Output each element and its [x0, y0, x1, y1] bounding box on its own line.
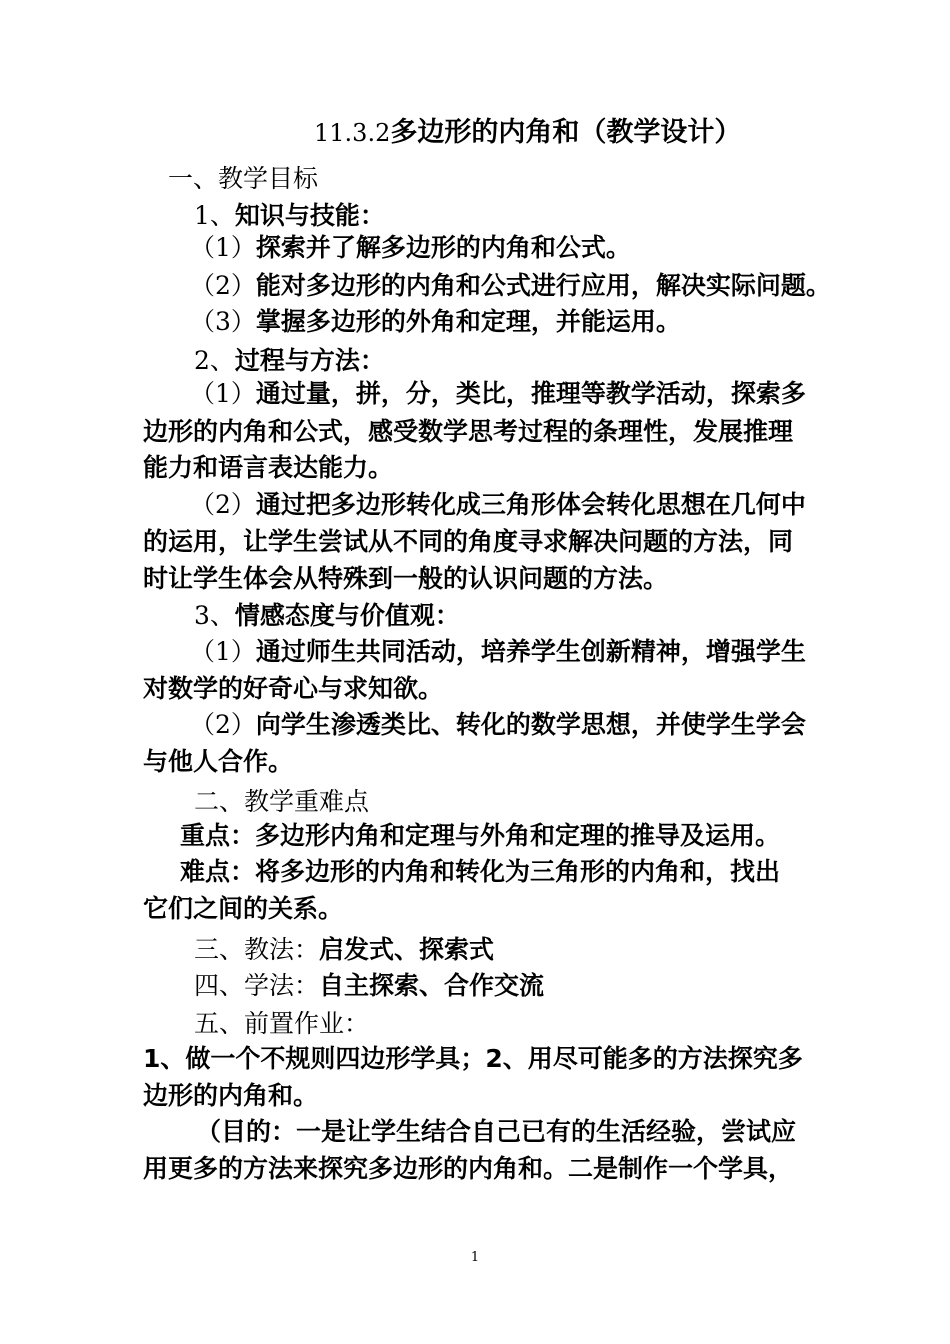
para-text: 通过量，拼，分，类比，推理等教学活动，探索多 [255, 379, 806, 408]
section-text: 启发式、探索式 [319, 935, 495, 964]
item-number: （2） [190, 271, 256, 300]
process-para-1-line-1 [190, 378, 806, 410]
subsection-process [194, 345, 385, 377]
para-text: 通过把多边形转化成三角形体会转化思想在几何中 [255, 490, 806, 519]
item-number: （1） [190, 379, 256, 408]
section-teaching-method [194, 934, 494, 966]
knowledge-item-2 [190, 270, 831, 302]
item-number: （3） [190, 307, 256, 336]
subsection-knowledge [194, 200, 385, 232]
attitude-para-2-line-2: 与他人合作。 [143, 747, 294, 776]
process-para-2-line-1 [190, 489, 806, 521]
subsection-label: 1、 [194, 201, 235, 230]
item-number: （1） [190, 233, 256, 262]
page-title [314, 116, 741, 150]
item-number: （2） [190, 490, 256, 519]
attitude-para-1-line-1 [190, 636, 806, 668]
process-para-1-line-2: 边形的内角和公式，感受数学思考过程的条理性，发展推理 [143, 417, 794, 446]
key-point: 重点：多边形内角和定理与外角和定理的推导及运用。 [180, 821, 781, 850]
process-para-2-line-3: 时让学生体会从特殊到一般的认识问题的方法。 [143, 564, 669, 593]
title-number: 11.3.2 [314, 119, 391, 147]
section-label: 三、教法： [194, 935, 320, 964]
para-text: 通过师生共同活动，培养学生创新精神，增强学生 [255, 637, 806, 666]
section-text: 自主探索、合作交流 [319, 971, 545, 1000]
subsection-label: 3、 [194, 601, 235, 630]
process-para-2-line-2: 的运用，让学生尝试从不同的角度寻求解决问题的方法，同 [143, 527, 794, 556]
difficulty-line-2: 它们之间的关系。 [143, 894, 344, 923]
attitude-para-2-line-1 [190, 709, 806, 741]
subsection-attitude [194, 600, 460, 632]
section-heading-homework: 五、前置作业： [194, 1009, 370, 1038]
attitude-para-1-line-2: 对数学的好奇心与求知欲。 [143, 674, 444, 703]
section-label: 四、学法： [194, 971, 320, 1000]
homework-line-2: 边形的内角和。 [143, 1081, 319, 1110]
homework-line-1: 1、做一个不规则四边形学具；2、用尽可能多的方法探究多 [143, 1044, 803, 1073]
subsection-text: 情感态度与价值观： [234, 601, 460, 630]
para-text: 向学生渗透类比、转化的数学思想，并使学生学会 [255, 710, 806, 739]
page-number: 1 [470, 1250, 480, 1265]
knowledge-item-3 [190, 306, 681, 338]
section-heading-key-points: 二、教学重难点 [194, 787, 370, 816]
item-text: 探索并了解多边形的内角和公式。 [255, 233, 631, 262]
subsection-text: 过程与方法： [234, 346, 385, 375]
knowledge-item-1 [190, 232, 631, 264]
section-learning-method [194, 970, 544, 1002]
section-heading-objectives: 一、教学目标 [168, 164, 319, 193]
item-number: （2） [190, 710, 256, 739]
difficulty-line-1: 难点：将多边形的内角和转化为三角形的内角和，找出 [180, 857, 781, 886]
title-text: 多边形的内角和（教学设计） [390, 117, 742, 148]
subsection-label: 2、 [194, 346, 235, 375]
process-para-1-line-3: 能力和语言表达能力。 [143, 453, 394, 482]
item-text: 掌握多边形的外角和定理，并能运用。 [255, 307, 681, 336]
subsection-text: 知识与技能： [234, 201, 385, 230]
item-text: 能对多边形的内角和公式进行应用，解决实际问题。 [255, 271, 831, 300]
purpose-line-2: 用更多的方法来探究多边形的内角和。二是制作一个学具， [143, 1154, 794, 1183]
purpose-line-1: （目的：一是让学生结合自己已有的生活经验，尝试应 [196, 1117, 797, 1146]
item-number: （1） [190, 637, 256, 666]
